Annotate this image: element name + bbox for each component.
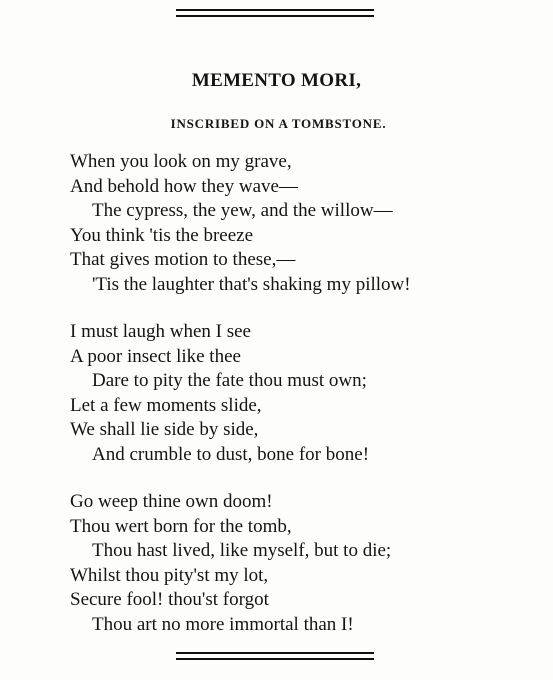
poem-line: Secure fool! thou'st forgot <box>70 589 269 610</box>
stanza-1 <box>70 150 543 297</box>
poem-subtitle: INSCRIBED ON A TOMBSTONE. <box>170 116 387 131</box>
poem-line: You think 'tis the breeze <box>70 224 254 246</box>
poem-line: We shall lie side by side, <box>70 419 259 440</box>
poem-line: 'Tis the laughter that's shaking my pillow! <box>92 273 411 295</box>
bottom-double-rule <box>176 652 374 660</box>
poem-line: Dare to pity the fate thou must own; <box>92 370 367 391</box>
poem-line: Let a few moments slide, <box>70 394 262 416</box>
poem-line: And behold how they wave— <box>70 175 298 197</box>
poem-line: When you look on my grave, <box>70 151 292 172</box>
poem-body <box>70 150 543 660</box>
poem-line: Thou wert born for the tomb, <box>70 515 292 537</box>
poem-line: A poor insect like thee <box>70 345 241 367</box>
poem-title: MEMENTO MORI, <box>191 70 362 91</box>
poem-line: The cypress, the yew, and the willow— <box>92 200 393 221</box>
top-double-rule <box>176 9 374 17</box>
poem-line: Whilst thou pity'st my lot, <box>70 564 269 586</box>
poem-line: Go weep thine own doom! <box>70 491 273 512</box>
poem-line: Thou hast lived, like myself, but to die; <box>92 540 392 561</box>
poem-line: Thou art no more immortal than I! <box>92 613 354 635</box>
stanza-3 <box>70 490 543 637</box>
stanza-2 <box>70 320 543 467</box>
poem-line: I must laugh when I see <box>70 321 251 342</box>
poem-line: That gives motion to these,— <box>70 249 296 270</box>
poem-line: And crumble to dust, bone for bone! <box>92 443 370 465</box>
